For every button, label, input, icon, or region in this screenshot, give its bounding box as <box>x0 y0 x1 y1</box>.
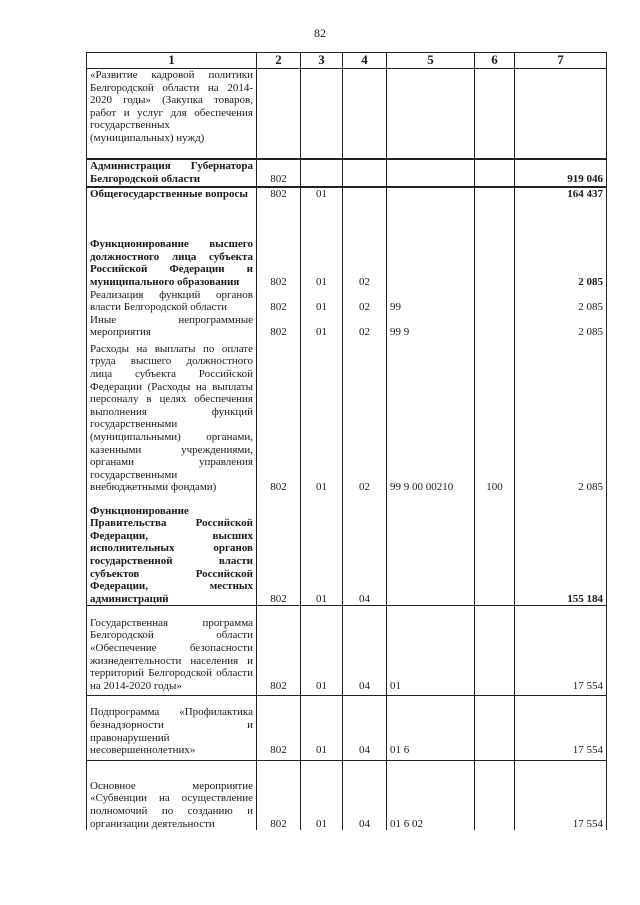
target-article-cell <box>387 187 475 227</box>
table-row <box>87 494 607 606</box>
row-name-cell: Иные непрограммные мероприятия <box>87 314 257 339</box>
column-header: 3 <box>301 53 343 69</box>
row-name-cell: Общегосударственные вопросы <box>87 187 257 227</box>
row-name-cell: Функционирование высшего должностного лица субъекта Российской Федерации и муниципального образования <box>87 227 257 289</box>
expense-type-cell: 100 <box>475 339 515 494</box>
header-row <box>87 53 607 69</box>
subsection-code-cell: 02 <box>343 289 387 314</box>
amount-cell <box>515 69 607 159</box>
target-article-cell <box>387 494 475 606</box>
amount-cell: 17 554 <box>515 696 607 760</box>
column-header: 6 <box>475 53 515 69</box>
section-code-cell: 01 <box>301 494 343 606</box>
table-row <box>87 606 607 696</box>
amount-cell: 17 554 <box>515 606 607 696</box>
expense-type-cell <box>475 760 515 830</box>
section-code-cell: 01 <box>301 760 343 830</box>
subsection-code-cell: 04 <box>343 696 387 760</box>
row-name-cell: Основное мероприятие «Субвенции на осуществление полномочий по созданию и организации деятельности <box>87 760 257 830</box>
table-row <box>87 187 607 227</box>
table-row <box>87 289 607 314</box>
ministry-code-cell <box>257 69 301 159</box>
target-article-cell: 99 9 <box>387 314 475 339</box>
row-name-cell: Администрация Губернатора Белгородской области <box>87 159 257 187</box>
target-article-cell: 99 9 00 00210 <box>387 339 475 494</box>
subsection-code-cell <box>343 187 387 227</box>
amount-cell: 155 184 <box>515 494 607 606</box>
budget-table <box>86 52 607 830</box>
target-article-cell: 99 <box>387 289 475 314</box>
expense-type-cell <box>475 227 515 289</box>
section-code-cell: 01 <box>301 187 343 227</box>
amount-cell: 2 085 <box>515 314 607 339</box>
subsection-code-cell: 02 <box>343 339 387 494</box>
expense-type-cell <box>475 187 515 227</box>
section-code-cell: 01 <box>301 314 343 339</box>
table-row <box>87 69 607 159</box>
column-header: 1 <box>87 53 257 69</box>
ministry-code-cell: 802 <box>257 314 301 339</box>
row-name-cell: Расходы на выплаты по оплате труда высшего должностного лица субъекта Российской Федерации (Расходы на выплаты персоналу в целях обеспечения выполнения функций государственными (муниципальными) органами, казенными учреждениями, органами управления государственными внебюджетными фондами) <box>87 339 257 494</box>
section-code-cell <box>301 159 343 187</box>
amount-cell: 2 085 <box>515 339 607 494</box>
subsection-code-cell: 04 <box>343 606 387 696</box>
subsection-code-cell: 04 <box>343 494 387 606</box>
ministry-code-cell: 802 <box>257 760 301 830</box>
table-row <box>87 696 607 760</box>
amount-cell: 2 085 <box>515 227 607 289</box>
subsection-code-cell: 02 <box>343 314 387 339</box>
ministry-code-cell: 802 <box>257 289 301 314</box>
column-header: 7 <box>515 53 607 69</box>
row-name-cell: Государственная программа Белгородской области «Обеспечение безопасности жизнедеятельности населения и территорий Белгородской области на 2014-2020 годы» <box>87 606 257 696</box>
section-code-cell <box>301 69 343 159</box>
amount-cell: 2 085 <box>515 289 607 314</box>
amount-cell: 164 437 <box>515 187 607 227</box>
amount-cell: 919 046 <box>515 159 607 187</box>
target-article-cell: 01 6 02 <box>387 760 475 830</box>
amount-cell: 17 554 <box>515 760 607 830</box>
ministry-code-cell: 802 <box>257 696 301 760</box>
section-code-cell: 01 <box>301 606 343 696</box>
subsection-code-cell <box>343 69 387 159</box>
target-article-cell <box>387 69 475 159</box>
table-row <box>87 227 607 289</box>
table-row <box>87 760 607 830</box>
target-article-cell <box>387 227 475 289</box>
expense-type-cell <box>475 159 515 187</box>
column-header: 2 <box>257 53 301 69</box>
row-name-cell: Подпрограмма «Профилактика безнадзорности и правонарушений несовершеннолетних» <box>87 696 257 760</box>
table-body <box>87 69 607 831</box>
target-article-cell: 01 6 <box>387 696 475 760</box>
table-row <box>87 339 607 494</box>
subsection-code-cell: 04 <box>343 760 387 830</box>
target-article-cell: 01 <box>387 606 475 696</box>
ministry-code-cell: 802 <box>257 606 301 696</box>
section-code-cell: 01 <box>301 339 343 494</box>
row-name-cell: Функционирование Правительства Российской Федерации, высших исполнительных органов государственной власти субъектов Российской Федерации, местных администраций <box>87 494 257 606</box>
target-article-cell <box>387 159 475 187</box>
subsection-code-cell: 02 <box>343 227 387 289</box>
ministry-code-cell: 802 <box>257 494 301 606</box>
section-code-cell: 01 <box>301 227 343 289</box>
expense-type-cell <box>475 494 515 606</box>
ministry-code-cell: 802 <box>257 159 301 187</box>
page-number: 82 <box>314 26 326 40</box>
column-header: 4 <box>343 53 387 69</box>
row-name-cell: Реализация функций органов власти Белгородской области <box>87 289 257 314</box>
ministry-code-cell: 802 <box>257 339 301 494</box>
ministry-code-cell: 802 <box>257 227 301 289</box>
row-name-cell: «Развитие кадровой политики Белгородской области на 2014-2020 годы» (Закупка товаров, работ и услуг для обеспечения государственных (муниципальных) нужд) <box>87 69 257 159</box>
section-code-cell: 01 <box>301 289 343 314</box>
expense-type-cell <box>475 289 515 314</box>
expense-type-cell <box>475 606 515 696</box>
column-header: 5 <box>387 53 475 69</box>
table-row <box>87 159 607 187</box>
section-code-cell: 01 <box>301 696 343 760</box>
table-row <box>87 314 607 339</box>
expense-type-cell <box>475 69 515 159</box>
ministry-code-cell: 802 <box>257 187 301 227</box>
expense-type-cell <box>475 696 515 760</box>
subsection-code-cell <box>343 159 387 187</box>
expense-type-cell <box>475 314 515 339</box>
